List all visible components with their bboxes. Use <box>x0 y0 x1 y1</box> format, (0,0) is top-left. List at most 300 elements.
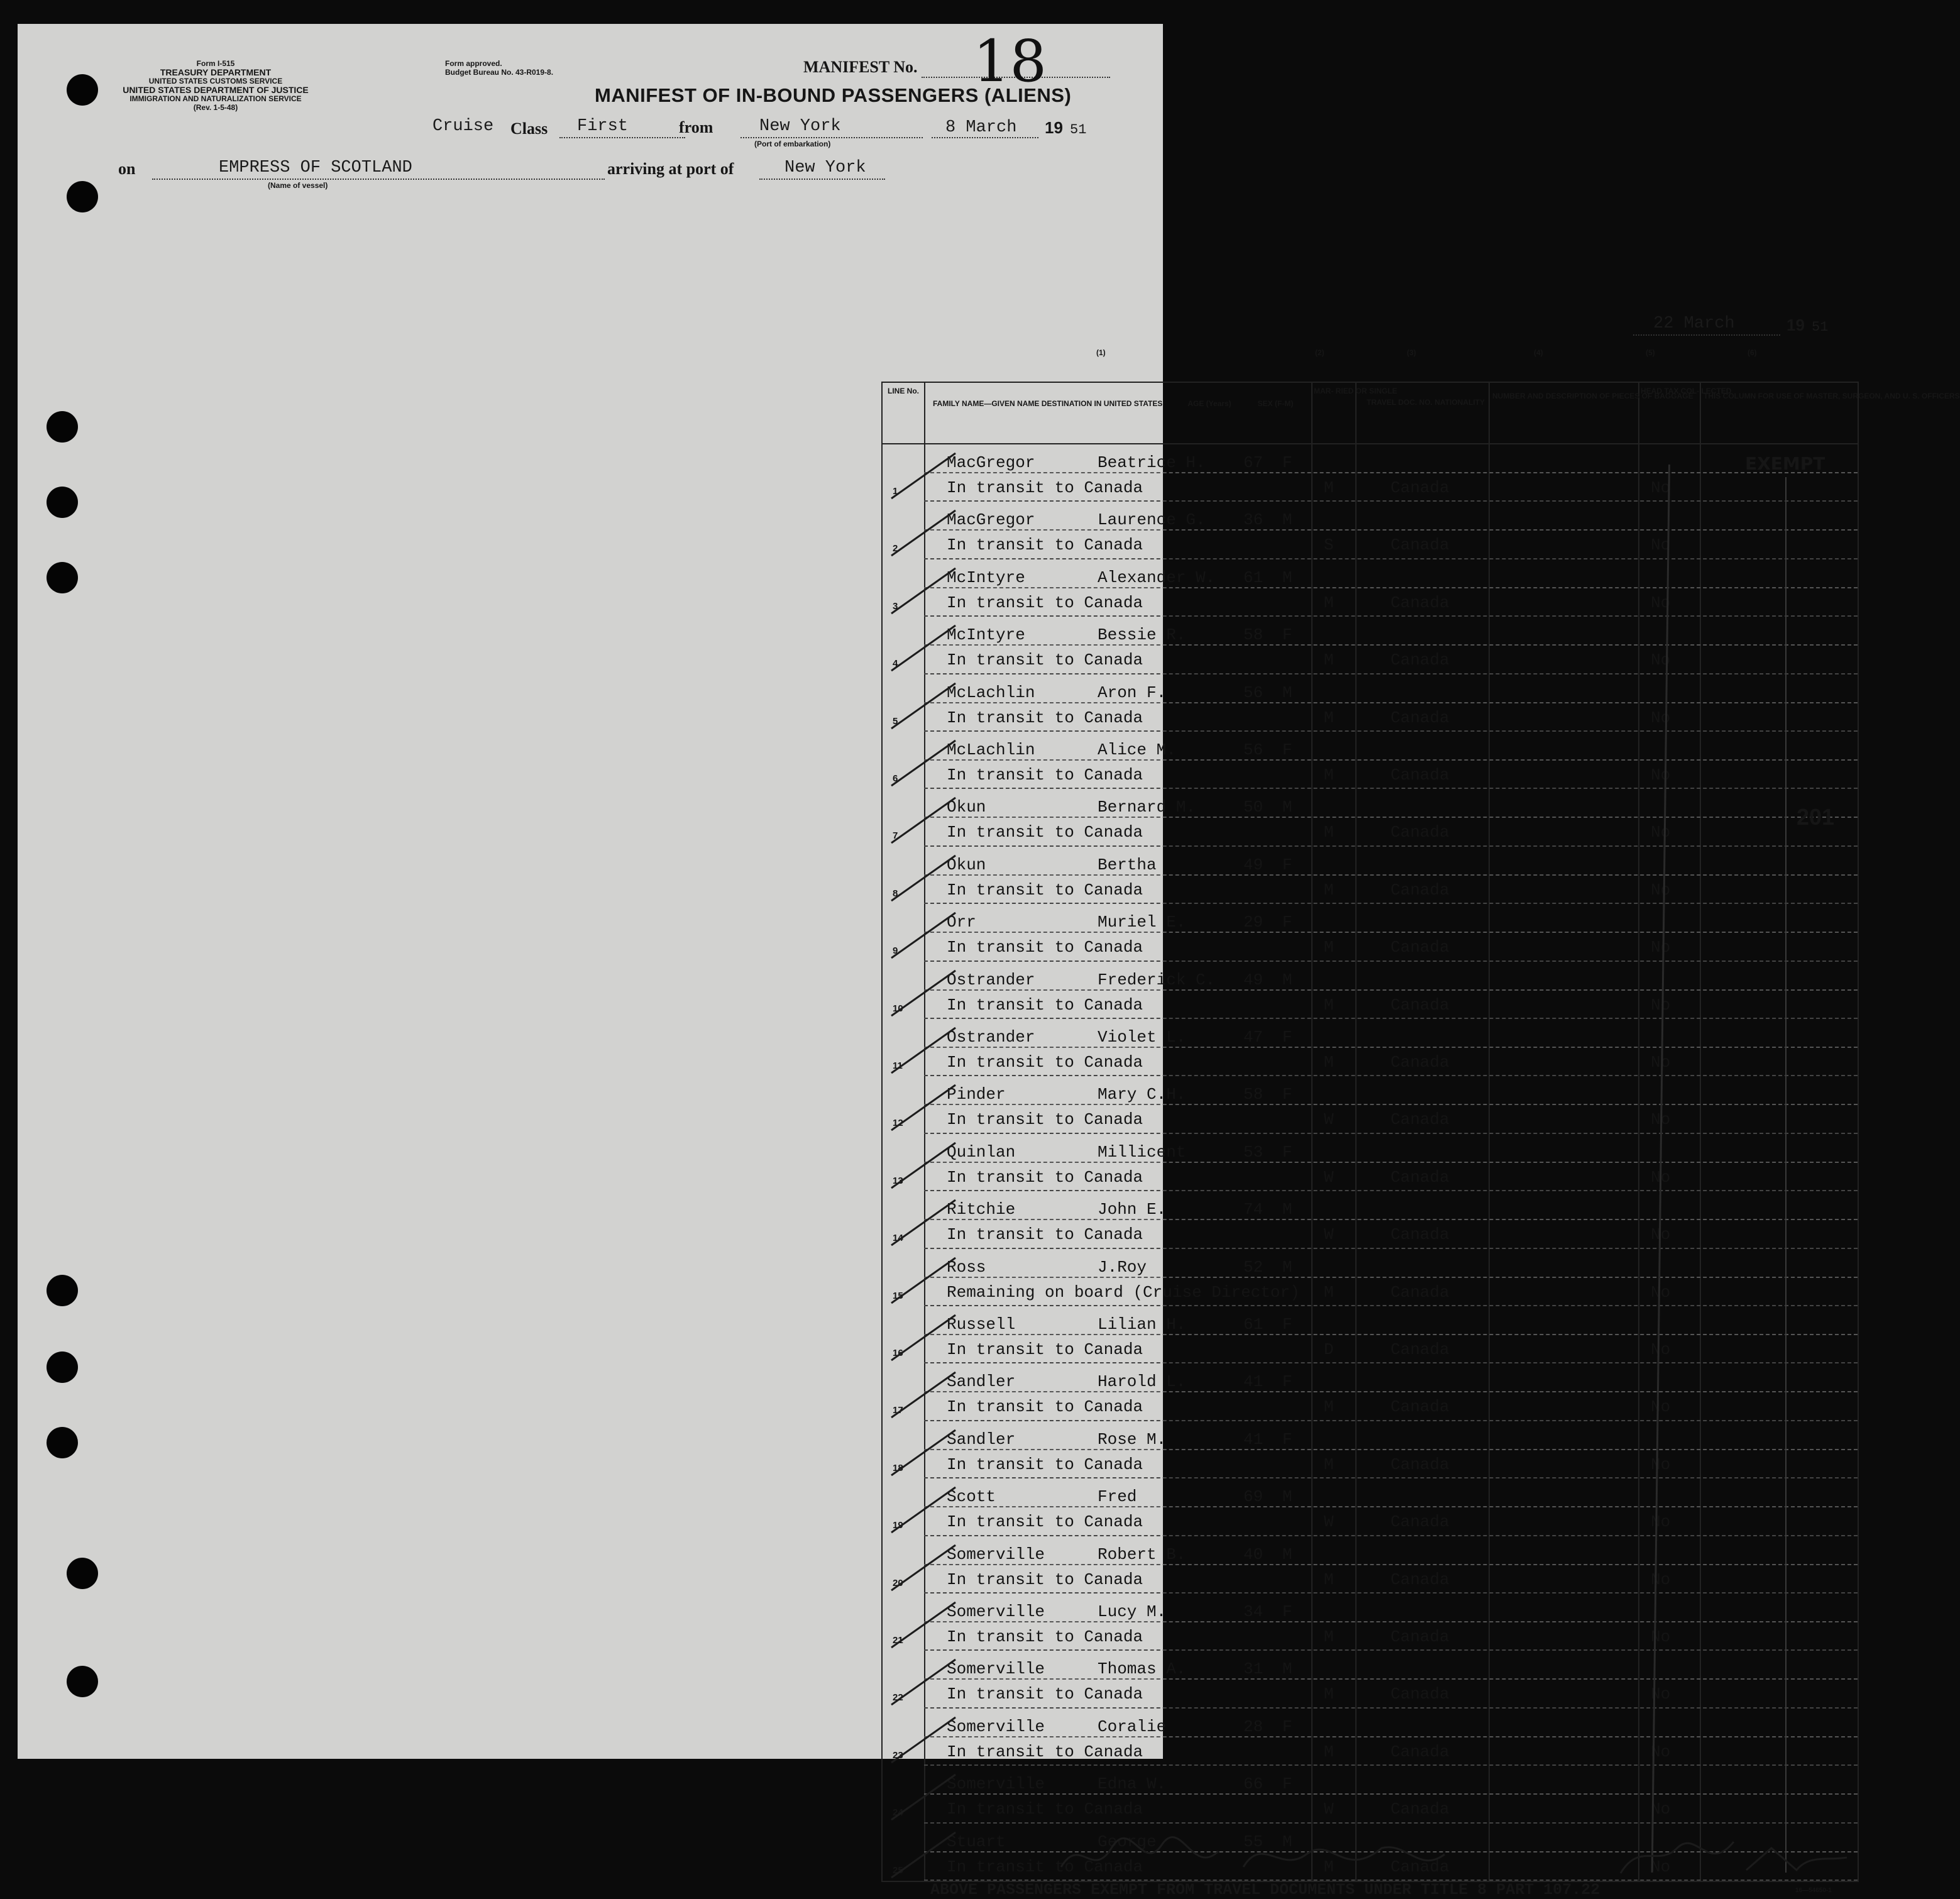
head-tax: No <box>1651 1053 1671 1072</box>
form-number: Form I-515 <box>196 59 235 68</box>
age: 56 <box>1243 740 1264 759</box>
given-name: Bernard M. <box>1098 798 1196 817</box>
nationality: Canada <box>1390 1742 1450 1761</box>
sex: F <box>1282 1372 1292 1392</box>
sex: F <box>1282 625 1292 645</box>
family-name: MacGregor <box>947 453 1035 472</box>
on-label: on <box>118 160 136 178</box>
sex: F <box>1282 1315 1292 1334</box>
given-name: Lilian H. <box>1098 1315 1186 1334</box>
age: 67 <box>1243 453 1264 472</box>
check-mark <box>889 448 958 501</box>
head-tax: No <box>1651 1627 1671 1646</box>
family-name: Somerville <box>947 1602 1045 1621</box>
table-row <box>883 1363 1858 1420</box>
head-tax: No <box>1651 536 1671 555</box>
head-tax: No <box>1651 1397 1671 1417</box>
form-revision: (Rev. 1-5-48) <box>193 103 238 112</box>
family-name: McLachlin <box>947 683 1035 702</box>
nationality: Canada <box>1390 1053 1450 1072</box>
family-name: Quinlan <box>947 1142 1016 1162</box>
line-number: 18 <box>893 1462 903 1473</box>
check-mark <box>889 1080 958 1133</box>
given-name: Edna W. <box>1098 1775 1167 1794</box>
marital-status: M <box>1324 938 1334 957</box>
destination: In transit to Canada <box>947 1110 1143 1130</box>
head-tax: No <box>1651 1225 1671 1245</box>
nationality: Canada <box>1390 708 1450 727</box>
check-mark <box>889 793 958 845</box>
table-row <box>883 847 1858 903</box>
sex: F <box>1282 1602 1292 1621</box>
line-number: 5 <box>893 715 898 727</box>
row-midline <box>924 1162 1858 1163</box>
table-row <box>883 1478 1858 1535</box>
head-tax: No <box>1651 1110 1671 1130</box>
marital-status: W <box>1324 1512 1334 1532</box>
sex: M <box>1282 970 1292 989</box>
marital-status: M <box>1324 1742 1334 1761</box>
destination: Remaining on board (Cruise Director) <box>947 1282 1300 1302</box>
destination: In transit to Canada <box>947 995 1143 1015</box>
head-tax: No <box>1651 708 1671 727</box>
vessel-line <box>152 179 605 180</box>
header-officers: THIS COLUMN FOR USE OF MASTER, SURGEON, AND U. S. OFFICERS <box>1704 392 1960 400</box>
check-mark <box>889 735 958 788</box>
header-travel-doc: TRAVEL DOC. NO. NATIONALITY <box>1367 398 1485 407</box>
family-name: Somerville <box>947 1660 1045 1679</box>
check-mark <box>889 1770 958 1822</box>
row-midline <box>924 702 1858 703</box>
punch-hole <box>47 1275 78 1306</box>
given-name: Mary C.H. <box>1098 1085 1186 1104</box>
line-number: 7 <box>893 830 898 842</box>
line-number: 22 <box>893 1692 903 1704</box>
given-name: Bertha <box>1098 855 1157 874</box>
manifest-page <box>18 24 1960 1899</box>
table-row <box>883 1536 1858 1593</box>
table-row <box>883 674 1858 731</box>
row-midline <box>924 1736 1858 1737</box>
destination: In transit to Canada <box>947 1053 1143 1072</box>
marital-status: S <box>1324 536 1334 555</box>
family-name: McIntyre <box>947 625 1025 645</box>
check-mark <box>889 1425 958 1478</box>
table-row <box>883 617 1858 673</box>
row-midline <box>924 587 1858 588</box>
nationality: Canada <box>1390 823 1450 842</box>
sex: F <box>1282 740 1292 759</box>
sex: F <box>1282 1717 1292 1736</box>
row-midline <box>924 1793 1858 1795</box>
sex: F <box>1282 453 1292 472</box>
depart-year: 51 <box>1070 122 1087 138</box>
given-name: Robert B. <box>1098 1544 1186 1564</box>
sex: M <box>1282 1832 1292 1851</box>
line-number: 20 <box>893 1577 903 1588</box>
row-midline <box>924 1334 1858 1335</box>
row-midline <box>924 1047 1858 1048</box>
passenger-table <box>881 382 1960 1882</box>
vessel-note: (Name of vessel) <box>268 181 328 190</box>
marital-status: M <box>1324 478 1334 497</box>
check-mark <box>889 1138 958 1191</box>
punch-hole <box>67 1558 98 1589</box>
justice-dept: UNITED STATES DEPARTMENT OF JUSTICE <box>123 85 309 95</box>
class-line <box>559 137 685 138</box>
marital-status: M <box>1324 1455 1334 1474</box>
given-name: Alice M. <box>1098 740 1176 759</box>
punch-hole <box>67 181 98 212</box>
marital-status: W <box>1324 1110 1334 1130</box>
given-name: J.Roy <box>1098 1257 1147 1277</box>
family-name: Sandler <box>947 1429 1016 1449</box>
col-num-3: (3) <box>1407 348 1416 357</box>
nationality: Canada <box>1390 1167 1450 1187</box>
line-number: 2 <box>893 543 898 554</box>
form-approved: Form approved. <box>445 59 502 68</box>
given-name: John E. <box>1098 1200 1167 1219</box>
destination: In transit to Canada <box>947 766 1143 784</box>
nationality: Canada <box>1390 478 1450 497</box>
marital-status: M <box>1324 995 1334 1015</box>
family-name: Orr <box>947 913 976 932</box>
marital-status: M <box>1324 593 1334 612</box>
check-mark <box>889 505 958 558</box>
row-midline <box>924 874 1858 876</box>
sex: F <box>1282 1775 1292 1794</box>
check-mark <box>889 1482 958 1535</box>
age: 52 <box>1243 1257 1264 1277</box>
sex: M <box>1282 1544 1292 1564</box>
line-number: 11 <box>893 1060 903 1071</box>
arrival-port-line <box>759 179 1960 1899</box>
row-midline <box>924 644 1858 646</box>
destination: In transit to Canada <box>947 938 1143 957</box>
given-name: Alexander W. <box>1098 568 1216 587</box>
given-name: Beatrice H. <box>1098 453 1206 472</box>
family-name: Stuart <box>947 1832 1006 1851</box>
head-tax: No <box>1651 1167 1671 1187</box>
sex: M <box>1282 510 1292 530</box>
check-mark <box>889 1540 958 1593</box>
line-number: 21 <box>893 1635 903 1646</box>
nationality: Canada <box>1390 766 1450 784</box>
officer-vertical-mark <box>1785 477 1787 1873</box>
head-tax: No <box>1651 1570 1671 1589</box>
destination: In transit to Canada <box>947 1167 1143 1187</box>
family-name: Somerville <box>947 1544 1045 1564</box>
line-number: 25 <box>893 1864 903 1876</box>
check-mark <box>889 563 958 616</box>
punch-hole <box>47 1427 78 1458</box>
line-number: 24 <box>893 1807 903 1819</box>
punch-hole <box>47 411 78 443</box>
sex: M <box>1282 798 1292 817</box>
line-number: 1 <box>893 486 898 497</box>
depart-line <box>932 137 1038 138</box>
given-name: Violet L. <box>1098 1028 1186 1047</box>
age: 74 <box>1243 1200 1264 1219</box>
marital-status: M <box>1324 1857 1334 1876</box>
given-name: George <box>1098 1832 1157 1851</box>
check-mark <box>889 1195 958 1248</box>
nationality: Canada <box>1390 1627 1450 1646</box>
table-row <box>883 789 1858 845</box>
arriving-label: arriving at port of <box>607 160 734 178</box>
nationality: Canada <box>1390 536 1450 555</box>
age: 69 <box>1243 1487 1264 1507</box>
nationality: Canada <box>1390 593 1450 612</box>
nationality: Canada <box>1390 938 1450 957</box>
table-row <box>883 904 1858 961</box>
age: 41 <box>1243 1429 1264 1449</box>
age: 47 <box>1243 1028 1264 1047</box>
given-name: Millicent <box>1098 1142 1186 1162</box>
nationality: Canada <box>1390 1340 1450 1359</box>
row-midline <box>924 989 1858 991</box>
age: 55 <box>1243 1832 1264 1851</box>
sex: M <box>1282 1257 1292 1277</box>
treasury-dept: TREASURY DEPARTMENT <box>160 67 272 77</box>
arrival-date-line <box>1633 334 1780 336</box>
vessel-name: EMPRESS OF SCOTLAND <box>219 158 412 177</box>
nationality: Canada <box>1390 880 1450 900</box>
age: 58 <box>1243 625 1264 645</box>
class-value: First <box>577 117 629 136</box>
sex: F <box>1282 855 1292 874</box>
row-midline <box>924 1506 1858 1507</box>
depart-date: 8 March <box>945 118 1017 137</box>
form-id-block <box>112 59 319 112</box>
print-code: 16—54650-1 <box>1795 1887 1832 1894</box>
row-midline <box>924 1678 1858 1680</box>
family-name: Russell <box>947 1315 1016 1334</box>
punch-hole <box>47 562 78 593</box>
family-name: Somerville <box>947 1717 1045 1736</box>
given-name: Bessie R. <box>1098 625 1186 645</box>
family-name: Ross <box>947 1257 986 1277</box>
table-row <box>883 732 1858 788</box>
age: 61 <box>1243 568 1264 587</box>
check-mark <box>889 1253 958 1306</box>
given-name: Lucy M. <box>1098 1602 1167 1621</box>
destination: In transit to Canada <box>947 651 1143 670</box>
manifest-title: MANIFEST OF IN-BOUND PASSENGERS (ALIENS) <box>595 84 1072 106</box>
age: 58 <box>1243 1085 1264 1104</box>
line-number: 16 <box>893 1348 903 1358</box>
sex: F <box>1282 1429 1292 1449</box>
head-tax: No <box>1651 938 1671 957</box>
marital-status: M <box>1324 1627 1334 1646</box>
signature-scrawl <box>1055 1829 1872 1886</box>
row-midline <box>924 1564 1858 1565</box>
destination: In transit to Canada <box>947 1570 1143 1589</box>
family-name: MacGregor <box>947 510 1035 530</box>
sex: M <box>1282 1200 1292 1219</box>
customs-service: UNITED STATES CUSTOMS SERVICE <box>148 77 283 85</box>
given-name: Thomas A. <box>1098 1660 1186 1679</box>
destination: In transit to Canada <box>947 1800 1143 1819</box>
given-name: Fred <box>1098 1487 1137 1507</box>
head-tax: No <box>1651 1685 1671 1704</box>
head-tax: No <box>1651 766 1671 784</box>
table-row <box>883 1766 1858 1822</box>
punch-hole <box>47 487 78 518</box>
age: 40 <box>1243 1544 1264 1564</box>
line-number: 6 <box>893 773 898 784</box>
check-mark <box>889 966 958 1018</box>
table-row <box>883 502 1858 558</box>
given-name: Rose M. <box>1098 1429 1167 1449</box>
row-midline <box>924 1277 1858 1278</box>
head-tax: No <box>1651 823 1671 842</box>
row-midline <box>924 759 1858 761</box>
check-mark <box>889 1712 958 1765</box>
nationality: Canada <box>1390 1397 1450 1417</box>
header-head-tax: HEAD TAX COL- LECTED <box>1641 387 1732 395</box>
row-midline <box>924 817 1858 818</box>
line-number: 10 <box>893 1003 903 1014</box>
check-mark <box>889 1827 958 1880</box>
destination: In transit to Canada <box>947 1397 1143 1417</box>
arrival-year-prefix: 19 <box>1787 316 1805 334</box>
check-mark <box>889 678 958 731</box>
head-tax: No <box>1651 593 1671 612</box>
from-label: from <box>679 118 713 136</box>
arrival-date: 22 March <box>1653 314 1735 333</box>
approval-block <box>445 59 553 77</box>
nationality: Canada <box>1390 1512 1450 1532</box>
budget-bureau: Budget Bureau No. 43-R019-8. <box>445 68 554 77</box>
nationality: Canada <box>1390 1857 1450 1876</box>
arrival-year: 51 <box>1812 319 1829 335</box>
family-name: McLachlin <box>947 740 1035 759</box>
nationality: Canada <box>1390 995 1450 1015</box>
nationality: Canada <box>1390 651 1450 670</box>
line-number: 9 <box>893 945 898 957</box>
head-tax: No <box>1651 1742 1671 1761</box>
head-tax: No <box>1651 1455 1671 1474</box>
sex: M <box>1282 1487 1292 1507</box>
marital-status: M <box>1324 880 1334 900</box>
given-name: Laurence G. <box>1098 510 1206 530</box>
family-name: Pinder <box>947 1085 1006 1104</box>
head-tax: No <box>1651 478 1671 497</box>
table-row <box>883 1709 1858 1765</box>
age: 29 <box>1243 913 1264 932</box>
col-num-1: (1) <box>1096 348 1106 357</box>
table-row <box>883 1191 1858 1248</box>
destination: In transit to Canada <box>947 1627 1143 1646</box>
table-row <box>883 1249 1858 1306</box>
destination: In transit to Canada <box>947 1512 1143 1532</box>
nationality: Canada <box>1390 1110 1450 1130</box>
marital-status: W <box>1324 1800 1334 1819</box>
nationality: Canada <box>1390 1570 1450 1589</box>
line-number: 15 <box>893 1290 903 1301</box>
given-name: Frederick C. <box>1098 970 1216 989</box>
port-embark-note: (Port of embarkation) <box>754 140 831 148</box>
table-row <box>883 1306 1858 1363</box>
age: 56 <box>1243 683 1264 702</box>
age: 41 <box>1243 1372 1264 1392</box>
family-name: Scott <box>947 1487 996 1507</box>
destination: In transit to Canada <box>947 536 1143 555</box>
row-midline <box>924 1621 1858 1622</box>
row-midline <box>924 932 1858 933</box>
sex: F <box>1282 1028 1292 1047</box>
marital-status: M <box>1324 1570 1334 1589</box>
table-row <box>883 1594 1858 1650</box>
manifest-no-value: 18 <box>973 28 1047 95</box>
arrival-port: New York <box>785 158 866 177</box>
head-tax: No <box>1651 1800 1671 1819</box>
manifest-no-label: MANIFEST No. <box>803 58 918 76</box>
ins-service: IMMIGRATION AND NATURALIZATION SERVICE <box>129 94 302 103</box>
header-married: MAR- RIED OR SINGLE <box>1314 387 1397 395</box>
sex: F <box>1282 1142 1292 1162</box>
table-row <box>883 1076 1858 1133</box>
sex: M <box>1282 568 1292 587</box>
punch-hole <box>67 1666 98 1697</box>
table-row <box>883 1134 1858 1191</box>
check-mark <box>889 1597 958 1650</box>
depart-year-prefix: 19 <box>1045 118 1063 137</box>
line-number: 12 <box>893 1118 903 1129</box>
header-baggage: NUMBER AND DESCRIPTION OF PIECES OF BAGGAGE <box>1492 392 1693 400</box>
destination: In transit to Canada <box>947 823 1143 842</box>
given-name: Aron F. <box>1098 683 1167 702</box>
line-number: 8 <box>893 888 898 899</box>
head-tax: No <box>1651 651 1671 670</box>
table-row <box>883 1421 1858 1478</box>
nationality: Canada <box>1390 1685 1450 1704</box>
check-mark <box>889 1023 958 1076</box>
marital-status: M <box>1324 651 1334 670</box>
line-number: 3 <box>893 600 898 612</box>
header-age: AGE (Years) <box>1187 399 1231 408</box>
given-name: Coralie <box>1098 1717 1167 1736</box>
marital-status: M <box>1324 1685 1334 1704</box>
nationality: Canada <box>1390 1225 1450 1245</box>
age: 49 <box>1243 855 1264 874</box>
table-row <box>883 1651 1858 1707</box>
head-tax: No <box>1651 1282 1671 1302</box>
sex: F <box>1282 1085 1292 1104</box>
sex: M <box>1282 683 1292 702</box>
table-row <box>883 559 1858 616</box>
family-name: Okun <box>947 798 986 817</box>
sex: M <box>1282 1660 1292 1679</box>
age: 66 <box>1243 1775 1264 1794</box>
marital-status: M <box>1324 823 1334 842</box>
nationality: Canada <box>1390 1282 1450 1302</box>
nationality: Canada <box>1390 1800 1450 1819</box>
row-midline <box>924 472 1858 473</box>
head-tax: No <box>1651 880 1671 900</box>
col-num-4: (4) <box>1534 348 1543 357</box>
destination: In transit to Canada <box>947 1340 1143 1359</box>
col-num-5: (5) <box>1646 348 1655 357</box>
marital-status: M <box>1324 1397 1334 1417</box>
header-sex: SEX (F-M) <box>1257 399 1294 408</box>
head-tax: No <box>1651 1512 1671 1532</box>
age: 61 <box>1243 1315 1264 1334</box>
margin-number: 201 <box>1797 804 1835 830</box>
check-mark <box>889 850 958 903</box>
row-midline <box>924 1449 1858 1450</box>
